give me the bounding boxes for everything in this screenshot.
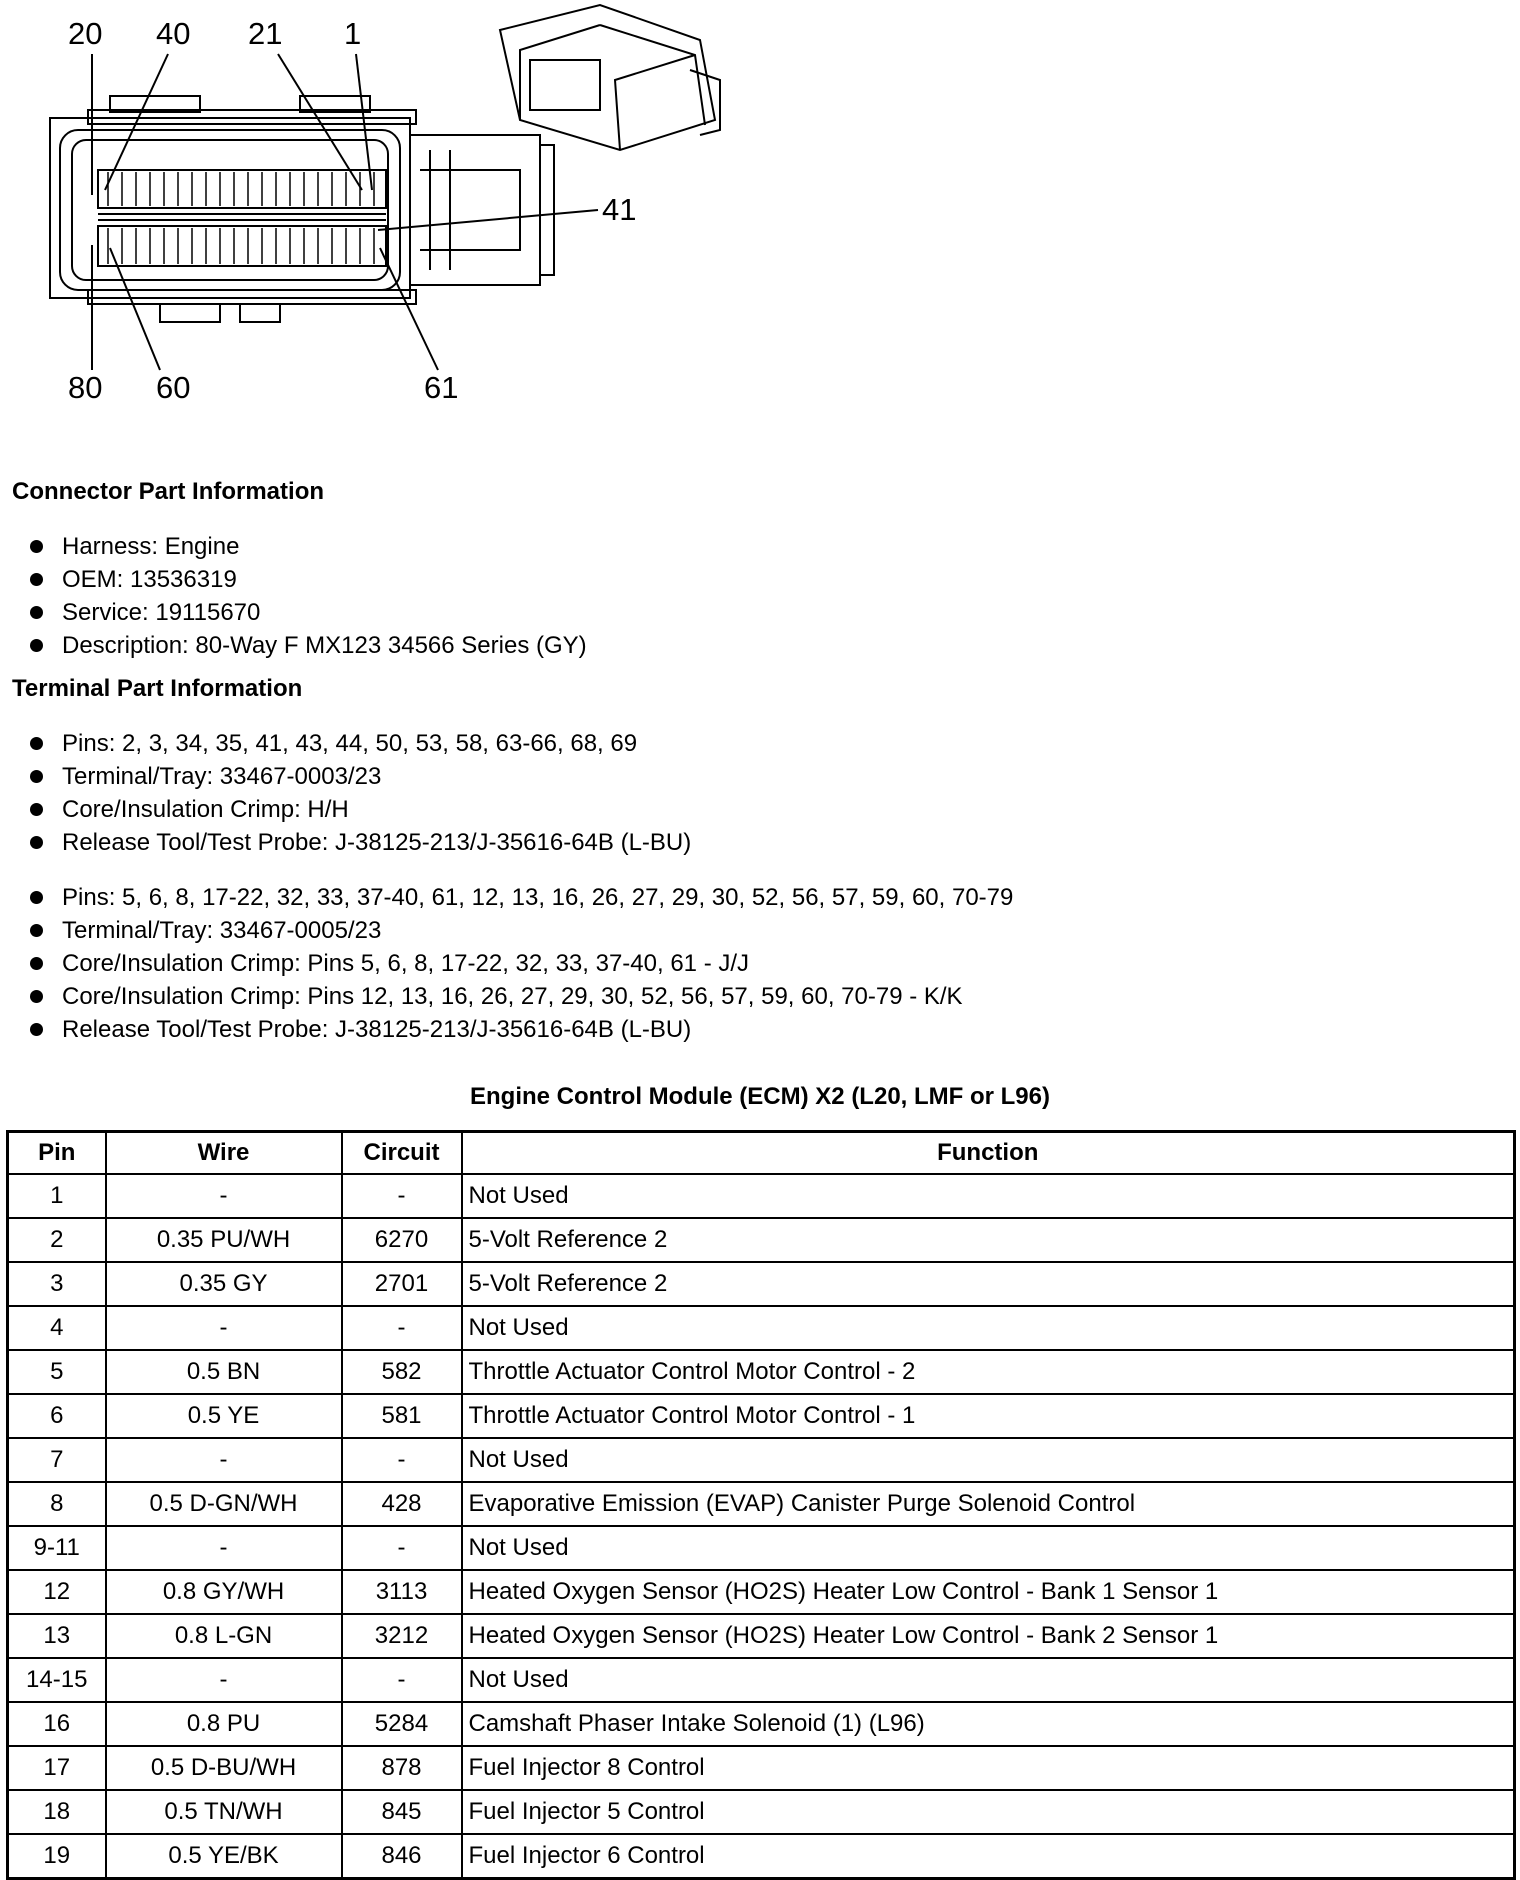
cell-function: Fuel Injector 6 Control (462, 1834, 1515, 1879)
pin-label-40: 40 (156, 16, 191, 51)
cell-pin: 4 (8, 1306, 106, 1350)
table-row (8, 1614, 1515, 1658)
cell-pin: 2 (8, 1218, 106, 1262)
cell-function: 5-Volt Reference 2 (462, 1218, 1515, 1262)
cell-circuit: 6270 (342, 1218, 462, 1262)
cell-circuit: - (342, 1306, 462, 1350)
cell-pin: 18 (8, 1790, 106, 1834)
cell-pin: 19 (8, 1834, 106, 1879)
terminal-info-title: Terminal Part Information (12, 675, 303, 702)
cell-wire: 0.8 PU (106, 1702, 342, 1746)
cell-wire: - (106, 1174, 342, 1218)
cell-function: Camshaft Phaser Intake Solenoid (1) (L96) (462, 1702, 1515, 1746)
cell-pin: 3 (8, 1262, 106, 1306)
table-row (8, 1306, 1515, 1350)
cell-wire: 0.35 GY (106, 1262, 342, 1306)
pin-label-61: 61 (424, 370, 459, 405)
cell-function: Heated Oxygen Sensor (HO2S) Heater Low Control - Bank 1 Sensor 1 (462, 1570, 1515, 1614)
cell-pin: 1 (8, 1174, 106, 1218)
table-row (8, 1482, 1515, 1526)
header-circuit: Circuit (342, 1132, 462, 1175)
table-header-row (8, 1132, 1515, 1175)
header-wire: Wire (106, 1132, 342, 1175)
cell-function: 5-Volt Reference 2 (462, 1262, 1515, 1306)
cell-function: Not Used (462, 1306, 1515, 1350)
connector-info-list (30, 530, 587, 662)
list-item: Service: 19115670 (30, 596, 587, 629)
cell-circuit: - (342, 1526, 462, 1570)
cell-function: Throttle Actuator Control Motor Control - 1 (462, 1394, 1515, 1438)
list-item: Core/Insulation Crimp: Pins 12, 13, 16, 26, 27, 29, 30, 52, 56, 57, 59, 60, 70-79 - K/K (30, 980, 1013, 1013)
table-row (8, 1262, 1515, 1306)
cell-pin: 14-15 (8, 1658, 106, 1702)
table-row (8, 1174, 1515, 1218)
list-item: Harness: Engine (30, 530, 587, 563)
header-pin: Pin (8, 1132, 106, 1175)
cell-circuit: 846 (342, 1834, 462, 1879)
cell-wire: 0.5 D-BU/WH (106, 1746, 342, 1790)
cell-wire: - (106, 1306, 342, 1350)
pinout-table (6, 1130, 1516, 1880)
list-item: Core/Insulation Crimp: Pins 5, 6, 8, 17-22, 32, 33, 37-40, 61 - J/J (30, 947, 1013, 980)
cell-circuit: 5284 (342, 1702, 462, 1746)
cell-function: Throttle Actuator Control Motor Control - 2 (462, 1350, 1515, 1394)
cell-wire: 0.8 GY/WH (106, 1570, 342, 1614)
table-row (8, 1570, 1515, 1614)
list-item: Terminal/Tray: 33467-0005/23 (30, 914, 1013, 947)
cell-pin: 8 (8, 1482, 106, 1526)
cell-function: Not Used (462, 1526, 1515, 1570)
terminal-info-list-2 (30, 881, 1013, 1046)
list-item: Release Tool/Test Probe: J-38125-213/J-35616-64B (L-BU) (30, 1013, 1013, 1046)
cell-function: Heated Oxygen Sensor (HO2S) Heater Low Control - Bank 2 Sensor 1 (462, 1614, 1515, 1658)
cell-wire: - (106, 1438, 342, 1482)
cell-pin: 9-11 (8, 1526, 106, 1570)
table-row (8, 1702, 1515, 1746)
list-item: OEM: 13536319 (30, 563, 587, 596)
pin-label-80: 80 (68, 370, 103, 405)
pin-label-20: 20 (68, 16, 103, 51)
cell-circuit: 878 (342, 1746, 462, 1790)
pin-label-21: 21 (248, 16, 283, 51)
cell-wire: - (106, 1526, 342, 1570)
cell-pin: 12 (8, 1570, 106, 1614)
cell-wire: - (106, 1658, 342, 1702)
cell-pin: 5 (8, 1350, 106, 1394)
table-row (8, 1746, 1515, 1790)
table-row (8, 1438, 1515, 1482)
pin-label-1: 1 (344, 16, 362, 51)
cell-pin: 13 (8, 1614, 106, 1658)
terminal-info-list-1 (30, 727, 691, 859)
cell-circuit: 428 (342, 1482, 462, 1526)
table-row (8, 1834, 1515, 1879)
list-item: Core/Insulation Crimp: H/H (30, 793, 691, 826)
cell-circuit: 581 (342, 1394, 462, 1438)
cell-function: Fuel Injector 8 Control (462, 1746, 1515, 1790)
table-row (8, 1350, 1515, 1394)
cell-function: Not Used (462, 1658, 1515, 1702)
table-row (8, 1218, 1515, 1262)
pin-label-60: 60 (156, 370, 191, 405)
table-row (8, 1658, 1515, 1702)
cell-wire: 0.5 BN (106, 1350, 342, 1394)
cell-pin: 6 (8, 1394, 106, 1438)
cell-wire: 0.5 D-GN/WH (106, 1482, 342, 1526)
list-item: Description: 80-Way F MX123 34566 Series (GY) (30, 629, 587, 662)
connector-drawing (0, 0, 760, 410)
cell-circuit: 582 (342, 1350, 462, 1394)
cell-wire: 0.5 TN/WH (106, 1790, 342, 1834)
list-item: Pins: 5, 6, 8, 17-22, 32, 33, 37-40, 61, 12, 13, 16, 26, 27, 29, 30, 52, 56, 57, 59, 60, 70-79 (30, 881, 1013, 914)
table-body (8, 1174, 1515, 1879)
cell-circuit: 2701 (342, 1262, 462, 1306)
header-function: Function (462, 1132, 1515, 1175)
table-row (8, 1790, 1515, 1834)
cell-circuit: 3113 (342, 1570, 462, 1614)
connector-info-title: Connector Part Information (12, 478, 325, 505)
cell-wire: 0.8 L-GN (106, 1614, 342, 1658)
cell-function: Evaporative Emission (EVAP) Canister Purge Solenoid Control (462, 1482, 1515, 1526)
cell-pin: 17 (8, 1746, 106, 1790)
table-row (8, 1526, 1515, 1570)
cell-wire: 0.35 PU/WH (106, 1218, 342, 1262)
cell-circuit: - (342, 1658, 462, 1702)
cell-function: Fuel Injector 5 Control (462, 1790, 1515, 1834)
cell-pin: 16 (8, 1702, 106, 1746)
cell-function: Not Used (462, 1438, 1515, 1482)
cell-circuit: 845 (342, 1790, 462, 1834)
cell-circuit: - (342, 1174, 462, 1218)
list-item: Terminal/Tray: 33467-0003/23 (30, 760, 691, 793)
pin-label-41: 41 (602, 192, 637, 227)
list-item: Release Tool/Test Probe: J-38125-213/J-35616-64B (L-BU) (30, 826, 691, 859)
cell-pin: 7 (8, 1438, 106, 1482)
table-caption: Engine Control Module (ECM) X2 (L20, LMF or L96) (470, 1083, 1050, 1110)
cell-circuit: 3212 (342, 1614, 462, 1658)
cell-wire: 0.5 YE/BK (106, 1834, 342, 1879)
connector-diagram (0, 0, 760, 410)
list-item: Pins: 2, 3, 34, 35, 41, 43, 44, 50, 53, 58, 63-66, 68, 69 (30, 727, 691, 760)
cell-circuit: - (342, 1438, 462, 1482)
table-row (8, 1394, 1515, 1438)
cell-function: Not Used (462, 1174, 1515, 1218)
cell-wire: 0.5 YE (106, 1394, 342, 1438)
